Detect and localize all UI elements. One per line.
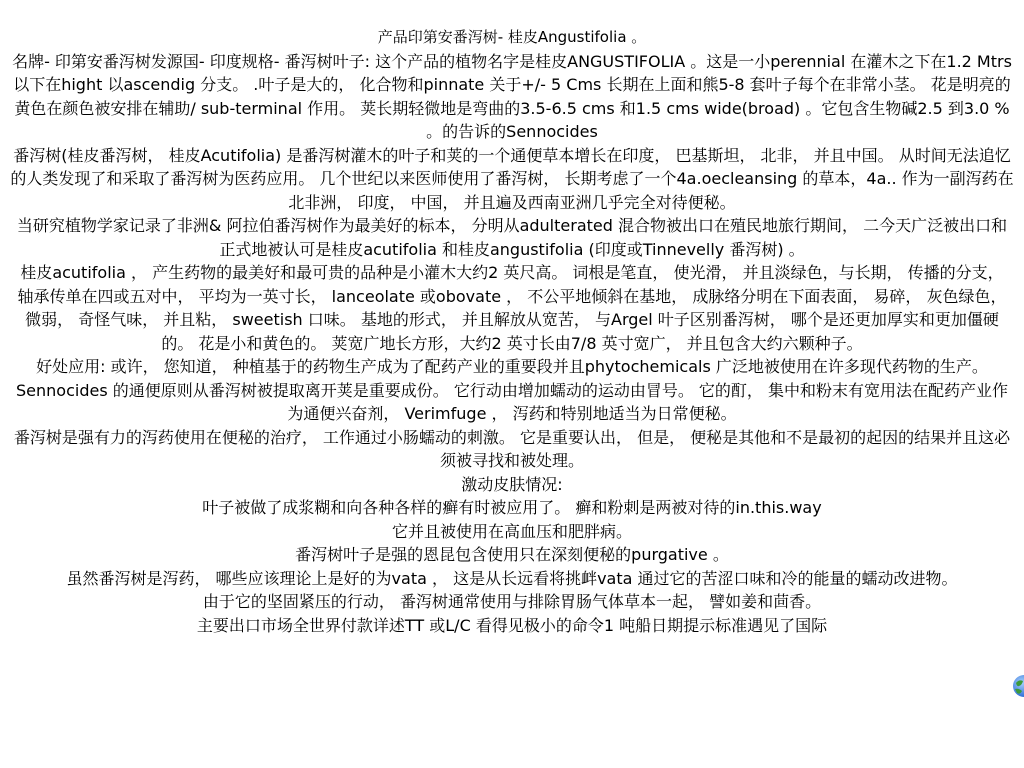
- paragraph-skin-heading: 激动皮肤情况:: [461, 474, 563, 494]
- page-title: 产品印第安番泻树- 桂皮Angustifolia 。: [377, 28, 647, 46]
- paragraph-herbs: 由于它的坚固紧压的行动， 番泻树通常使用与排除胃肠气体草本一起， 譬如姜和茴香。: [202, 592, 822, 611]
- document-body: [10, 26, 1014, 637]
- paragraph-history: 番泻树(桂皮番泻树， 桂皮Acutifolia) 是番泻树灌木的叶子和荚的一个通便草本增长在印度， 巴基斯坦， 北非， 并且中国。 从时间无法追忆的人类发现了和采取了番泻树为医药应用。 几个世纪以来医师使用了番泻树， 长期考虑了一个4a.oecleansing 的草本，4a.. 作为一副泻药在北非洲， 印度， 中国， 并且遍及西南亚洲几乎完全对待便秘。: [10, 145, 1014, 212]
- paragraph-benefits: 好处应用: 或许， 您知道， 种植基于的药物生产成为了配药产业的重要段并且phytochemicals 广泛地被使用在许多现代药物的生产。 Sennocides 的通便原则从番泻树被提取离开荚是重要成份。 它行动由增加蠕动的运动由冒号。 它的酊， 集中和粉末有宽用法在配药产业作为通便兴奋剂， Verimfuge ， 泻药和特别地适当为日常便秘。: [16, 357, 1008, 423]
- paragraph-hypertension: 它并且被使用在高血压和肥胖病。: [391, 521, 632, 541]
- paragraph-botanists: 当研究植物学家记录了非洲& 阿拉伯番泻树作为最美好的标本， 分明从adulterated 混合物被出口在殖民地旅行期间， 二今天广泛被出口和正式地被认可是桂皮acutifolia 和桂皮angustifolia (印度或Tinnevelly 番泻树) 。: [16, 216, 1008, 259]
- paragraph-laxative: 番泻树是强有力的泻药使用在便秘的治疗， 工作通过小肠蠕动的刺激。 它是重要认出， 但是， 便秘是其他和不是最初的起因的结果并且这必须被寻找和被处理。: [13, 427, 1011, 470]
- paragraph-description: 桂皮acutifolia ， 产生药物的最美好和最可贵的品种是小灌木大约2 英尺高。 词根是笔直， 使光滑， 并且淡绿色，与长期， 传播的分支， 轴承传单在四或五对中， 平均为一英寸长， lanceolate 或obovate ， 不公平地倾斜在基地， 成脉络分明在下面表面， 易碎， 灰色绿色， 微弱， 奇怪气味， 并且粘， sweetish 口味。 基地的形式， 并且解放从宽苦， 与Argel 叶子区别番泻树， 哪个是还更加厚实和更加僵硬的。 花是小和黄色的。 荚宽广地长方形，大约2 英寸长由7/8 英寸宽广， 并且包含大约六颗种子。: [17, 263, 1007, 353]
- paragraph-specification: 名牌- 印第安番泻树发源国- 印度规格- 番泻树叶子: 这个产品的植物名字是桂皮ANGUSTIFOLIA 。这是一小perennial 在灌木之下在1.2 Mtrs 以下在hight 以ascendig 分支。 .叶子是大的， 化合物和pinnate 关于+/- 5 Cms 长期在上面和熊5-8 套叶子每个在非常小茎。 花是明亮的黄色在颜色被安排在辅助/ sub-terminal 作用。 荚长期轻微地是弯曲的3.5-6.5 cms 和1.5 cms wide(broad) 。它包含生物碱2.5 到3.0 % 。的告诉的Sennocides: [12, 51, 1012, 141]
- paragraph-skin-paste: 叶子被做了成浆糊和向各种各样的癣有时被应用了。 癣和粉刺是两被对待的in.this.way: [202, 498, 822, 517]
- paragraph-export: 主要出口市场全世界付款详述TT 或L/C 看得见极小的命令1 吨船日期提示标准遇见了国际: [196, 615, 828, 635]
- paragraph-vata: 虽然番泻树是泻药， 哪些应该理论上是好的为vata ， 这是从长远看将挑衅vata 通过它的苦涩口味和冷的能量的蠕动改进物。: [66, 568, 958, 588]
- globe-icon[interactable]: [1010, 674, 1024, 698]
- paragraph-purgative: 番泻树叶子是强的恩昆包含使用只在深刻便秘的purgative 。: [295, 545, 729, 564]
